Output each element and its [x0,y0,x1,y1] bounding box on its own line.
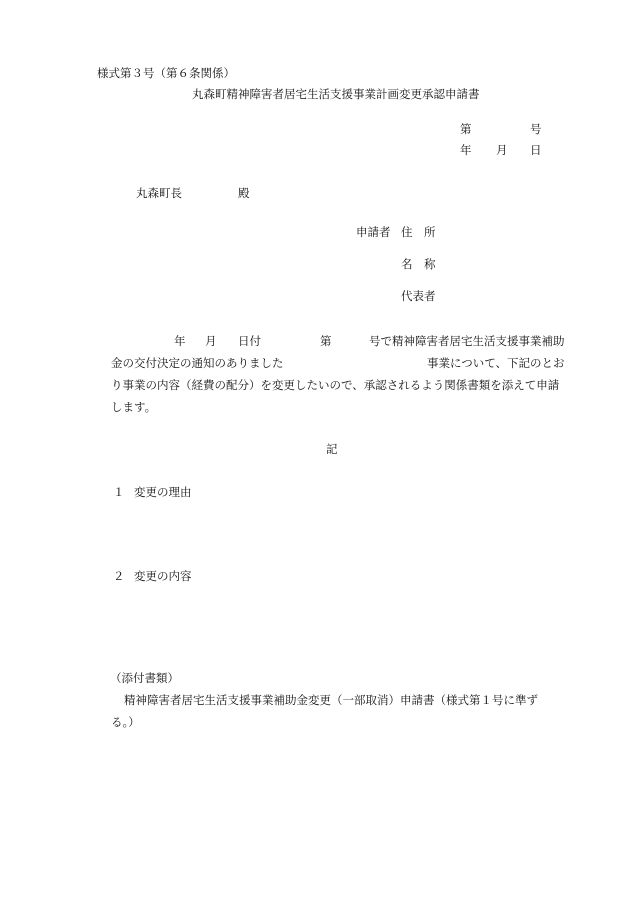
form-number: 様式第３号（第６条関係） [97,66,235,80]
attachments-line-2: る。） [111,715,140,729]
document-number-dai: 第 [460,122,472,136]
body-date-label: 日付 [238,334,261,348]
body-line-2-tail: 事業について、下記のとお [427,356,565,370]
ki-heading: 記 [326,442,338,456]
body-month-label: 月 [205,334,217,348]
item-content-number: ２ [113,569,125,583]
applicant-label: 申請者 [356,225,391,239]
applicant-address-line [0,227,630,247]
body-line-1 [0,336,630,358]
body-line-2 [0,358,630,380]
document-number-line [0,124,630,144]
body-line-3: り事業の内容（経費の配分）を変更したいので、承認されるよう関係書類を添えて申請 [111,378,560,392]
item-content [0,571,630,591]
addressee-honorific: 殿 [238,186,250,200]
addressee-line [0,188,630,208]
applicant-name-label: 名 称 [401,257,436,271]
date-line [0,145,630,165]
body-year-label: 年 [174,334,186,348]
applicant-address-label: 住 所 [401,225,436,239]
date-day-label: 日 [530,143,542,157]
item-content-label: 変更の内容 [134,569,192,583]
document-title: 丸森町精神障害者居宅生活支援事業計画変更承認申請書 [192,87,480,101]
body-line-4: します。 [111,400,157,414]
addressee-name: 丸森町長 [136,186,182,200]
body-dai-label: 第 [320,334,332,348]
date-year-label: 年 [460,143,472,157]
applicant-representative-label: 代表者 [401,289,436,303]
item-reason-number: １ [113,485,125,499]
body-line-2-head: 金の交付決定の通知のありました [111,356,284,370]
date-month-label: 月 [496,143,508,157]
attachments-line-1: 精神障害者居宅生活支援事業補助金変更（一部取消）申請書（様式第１号に準ず [124,693,538,707]
document-number-go: 号 [530,122,542,136]
item-reason [0,487,630,507]
attachments-heading: （添付書類） [110,671,179,685]
body-line-1-tail: 号で精神障害者居宅生活支援事業補助 [369,334,565,348]
item-reason-label: 変更の理由 [134,485,192,499]
